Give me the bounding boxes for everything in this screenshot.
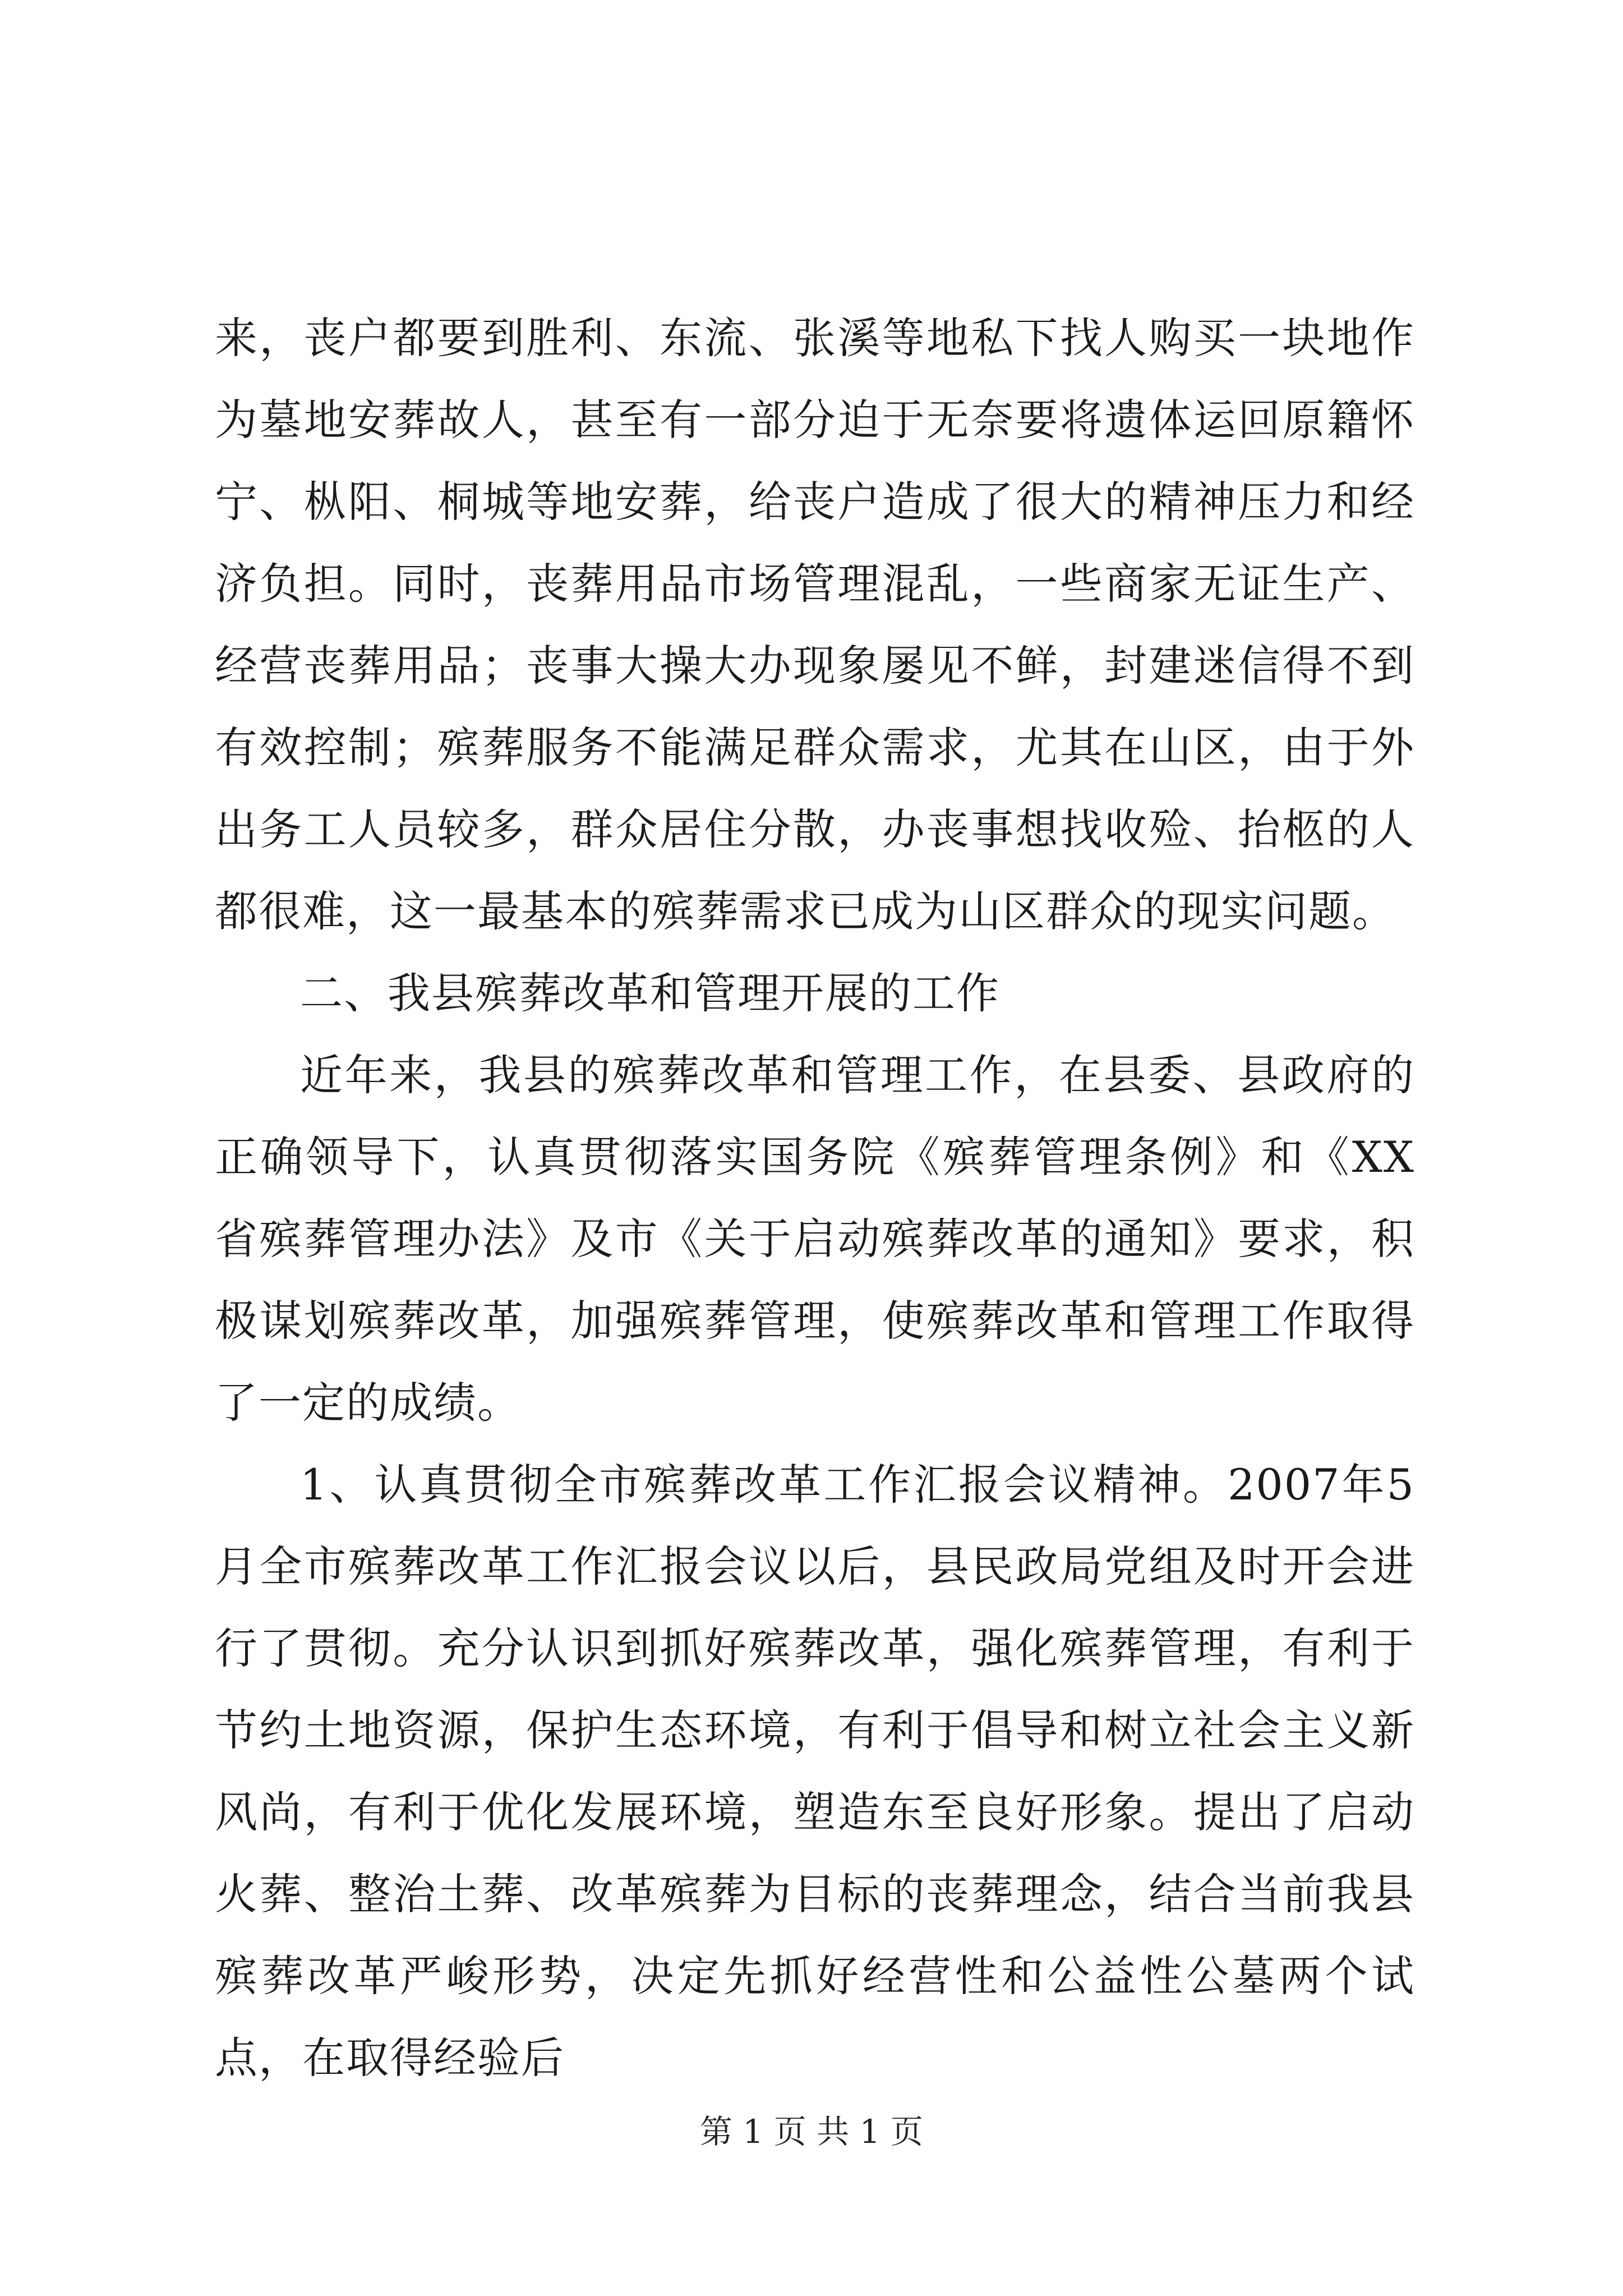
document-body [215, 297, 1415, 2099]
section-heading: 二、我县殡葬改革和管理开展的工作 [300, 968, 1000, 1018]
paragraph-2: 近年来，我县的殡葬改革和管理工作，在县委、县政府的正确领导下，认真贯彻落实国务院《殡葬管理条例》和《XX省殡葬管理办法》及市《关于启动殡葬改革的通知》要求，积极谋划殡葬改革，加强殡葬管理，使殡葬改革和管理工作取得了一定的成绩。 [215, 1050, 1415, 1428]
page-footer: 第 1 页 共 1 页 [700, 2113, 923, 2151]
paragraph-1: 来，丧户都要到胜利、东流、张溪等地私下找人购买一块地作为墓地安葬故人，甚至有一部分迫于无奈要将遗体运回原籍怀宁、枞阳、桐城等地安葬，给丧户造成了很大的精神压力和经济负担。同时，丧葬用品市场管理混乱，一些商家无证生产、经营丧葬用品；丧事大操大办现象屡见不鲜，封建迷信得不到有效控制；殡葬服务不能满足群众需求，尤其在山区，由于外出务工人员较多，群众居住分散，办丧事想找收殓、抬柩的人都很难，这一最基本的殡葬需求已成为山区群众的现实问题。 [215, 313, 1415, 936]
paragraph-3: 1、认真贯彻全市殡葬改革工作汇报会议精神。2007年5月全市殡葬改革工作汇报会议以后，县民政局党组及时开会进行了贯彻。充分认识到抓好殡葬改革，强化殡葬管理，有利于节约土地资源，保护生态环境，有利于倡导和树立社会主义新风尚，有利于优化发展环境，塑造东至良好形象。提出了启动火葬、整治土葬、改革殡葬为目标的丧葬理念，结合当前我县殡葬改革严峻形势，决定先抓好经营性和公益性公墓两个试点，在取得经验后 [215, 1460, 1415, 2083]
